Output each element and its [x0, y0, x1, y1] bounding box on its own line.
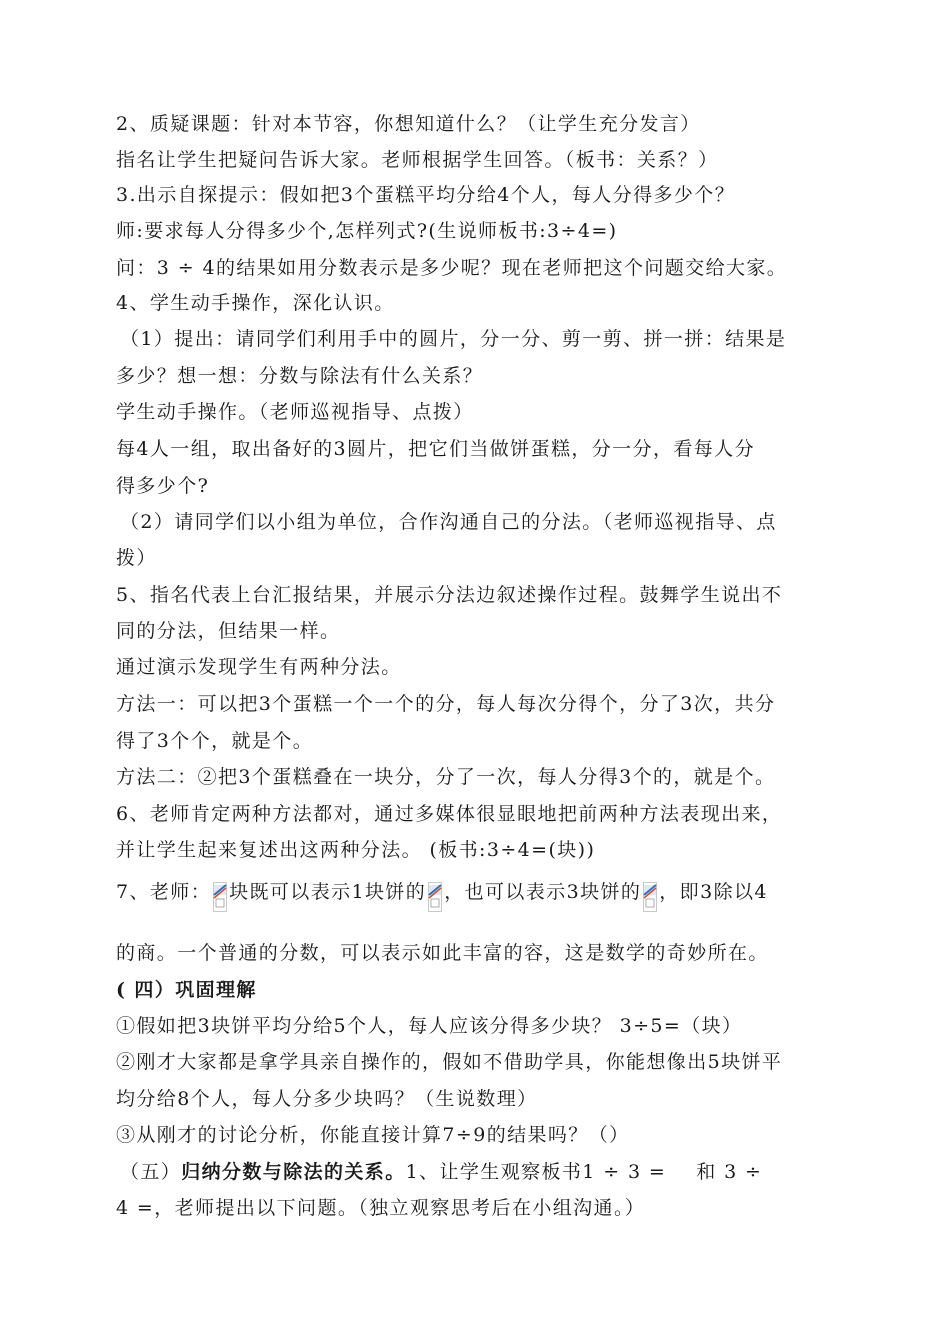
- text-line: 并让学生起来复述出这两种分法。 (板书:3÷4=(块)): [116, 839, 596, 861]
- question-2: ②刚才大家都是拿学具亲自操作的，假如不借助学具，你能想像出5块饼平: [116, 1051, 783, 1073]
- question-1: ①假如把3块饼平均分给5个人，每人应该分得多少块？ 3÷5=（块）: [116, 1015, 743, 1037]
- text-line: 拨）: [116, 547, 157, 569]
- text-line: 4 =，老师提出以下问题。（独立观察思考后在小组沟通。）: [116, 1197, 646, 1219]
- text-line: 3.出示自探提示：假如把3个蛋糕平均分给4个人，每人分得多少个？: [116, 184, 736, 206]
- fraction-image-icon: [643, 882, 657, 912]
- text-line: 通过演示发现学生有两种分法。: [116, 656, 402, 678]
- text-line: 2、质疑课题：针对本节容，你想知道什么？（让学生充分发言）: [116, 113, 701, 135]
- text-line: 师:要求每人分得多少个,怎样列式?(生说师板书:3÷4=): [116, 220, 618, 242]
- text-line: 5、指名代表上台汇报结果，并展示分法边叙述操作过程。鼓舞学生说出不: [116, 584, 783, 606]
- section-heading: ( 四）巩固理解: [116, 979, 257, 1001]
- text-line: 方法一：可以把3个蛋糕一个一个的分，每人每次分得个，分了3次，共分: [116, 693, 776, 715]
- text-line-with-images: [116, 880, 768, 912]
- text-line: 指名让学生把疑问告诉大家。老师根据学生回答。（板书：关系？）: [116, 149, 719, 171]
- text-line: 4、学生动手操作，深化认识。: [116, 292, 395, 314]
- text-segment: ，即3除以4: [659, 881, 768, 903]
- fraction-image-icon: [213, 882, 227, 912]
- text-line: 的商。一个普通的分数，可以表示如此丰富的容，这是数学的奇妙所在。: [116, 942, 769, 964]
- text-line: 6、老师肯定两种方法都对，通过多媒体很显眼地把前两种方法表现出来，: [116, 803, 783, 825]
- text-segment: ，也可以表示3块饼的: [444, 881, 642, 903]
- text-segment: 7、老师：: [116, 881, 212, 903]
- section-prefix: （五）: [120, 1161, 182, 1183]
- text-segment: 和 3 ÷: [696, 1161, 763, 1183]
- text-segment: 1、让学生观察板书1 ÷ 3 =: [405, 1161, 667, 1183]
- text-line: 得多少个?: [116, 475, 210, 497]
- text-line: （1）提出：请同学们利用手中的圆片，分一分、剪一剪、拼一拼：结果是: [120, 328, 787, 350]
- text-line: 问：3 ÷ 4的结果如用分数表示是多少呢？现在老师把这个问题交给大家。: [116, 257, 788, 279]
- section-5-line: [120, 1160, 762, 1184]
- text-segment: 块既可以表示1块饼的: [229, 881, 427, 903]
- text-line: （2）请同学们以小组为单位，合作沟通自己的分法。（老师巡视指导、点: [120, 511, 777, 533]
- question-3: ③从刚才的讨论分析，你能直接计算7÷9的结果吗？（）: [116, 1124, 630, 1146]
- text-line: 每4人一组，取出备好的3圆片，把它们当做饼蛋糕，分一分，看每人分: [116, 438, 755, 460]
- section-title: 归纳分数与除法的关系。: [181, 1161, 406, 1183]
- text-line: 方法二：②把3个蛋糕叠在一块分，分了一次，每人分得3个的，就是个。: [116, 766, 776, 788]
- text-line: 同的分法，但结果一样。: [116, 620, 341, 642]
- question-2-cont: 均分给8个人，每人分多少块吗？（生说数理）: [116, 1088, 538, 1110]
- text-line: 学生动手操作。（老师巡视指导、点拨）: [116, 401, 474, 423]
- text-line: 多少？想一想：分数与除法有什么关系？: [116, 365, 484, 387]
- text-line: 得了3个个，就是个。: [116, 730, 314, 752]
- fraction-image-icon: [428, 882, 442, 912]
